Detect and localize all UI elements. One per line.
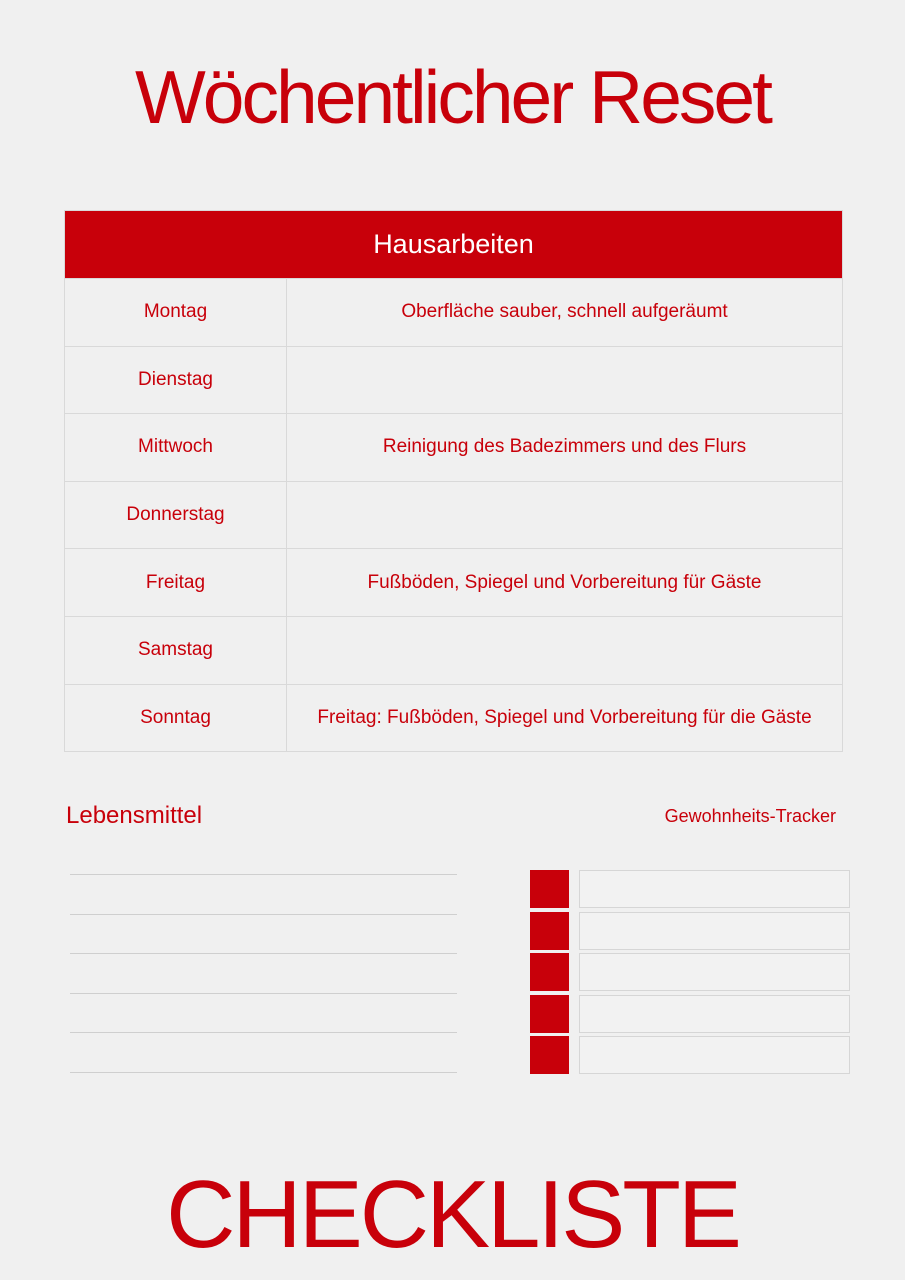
grocery-list [70, 874, 457, 1073]
grocery-entry-line [70, 1072, 457, 1073]
grocery-entry-line[interactable] [70, 1032, 457, 1072]
table-row [65, 548, 842, 616]
task-cell[interactable]: Reinigung des Badezimmers und des Flurs [382, 436, 747, 458]
day-cell: Montag [65, 279, 287, 346]
groceries-title: Lebensmittel [66, 802, 203, 829]
table-row [65, 616, 842, 684]
checklist-footer-title: CHECKLISTE [166, 1161, 739, 1268]
tracker-row [530, 1036, 850, 1078]
grocery-entry-line[interactable] [70, 993, 457, 1033]
day-cell: Samstag [65, 617, 287, 684]
task-cell[interactable]: Freitag: Fußböden, Spiegel und Vorbereitung für die Gäste [317, 706, 812, 728]
tracker-row [530, 870, 850, 912]
habit-checkbox[interactable] [530, 1036, 569, 1074]
task-cell[interactable] [287, 617, 842, 684]
habit-tracker [530, 870, 850, 1078]
habit-field[interactable] [579, 912, 850, 950]
habit-checkbox[interactable] [530, 953, 569, 991]
tracker-row [530, 912, 850, 954]
table-row [65, 346, 842, 414]
grocery-entry-line[interactable] [70, 874, 457, 914]
day-cell: Mittwoch [65, 414, 287, 481]
habit-field[interactable] [579, 953, 850, 991]
task-cell[interactable]: Fußböden, Spiegel und Vorbereitung für Gäste [367, 571, 762, 593]
table-row [65, 413, 842, 481]
day-cell: Freitag [65, 549, 287, 616]
chores-table [64, 210, 843, 752]
habit-tracker-title: Gewohnheits-Tracker [664, 806, 836, 826]
task-cell[interactable] [287, 482, 842, 549]
grocery-entry-line[interactable] [70, 914, 457, 954]
table-row [65, 278, 842, 346]
page-title: Wöchentlicher Reset [135, 55, 770, 139]
table-row [65, 684, 842, 752]
habit-checkbox[interactable] [530, 912, 569, 950]
habit-field[interactable] [579, 1036, 850, 1074]
tracker-row [530, 953, 850, 995]
task-cell[interactable] [287, 347, 842, 414]
table-row [65, 481, 842, 549]
grocery-entry-line[interactable] [70, 953, 457, 993]
chores-table-header: Hausarbeiten [65, 211, 842, 278]
habit-checkbox[interactable] [530, 870, 569, 908]
habit-field[interactable] [579, 870, 850, 908]
habit-checkbox[interactable] [530, 995, 569, 1033]
day-cell: Dienstag [65, 347, 287, 414]
day-cell: Donnerstag [65, 482, 287, 549]
task-cell[interactable]: Oberfläche sauber, schnell aufgeräumt [401, 301, 728, 323]
habit-field[interactable] [579, 995, 850, 1033]
day-cell: Sonntag [65, 685, 287, 752]
tracker-row [530, 995, 850, 1037]
